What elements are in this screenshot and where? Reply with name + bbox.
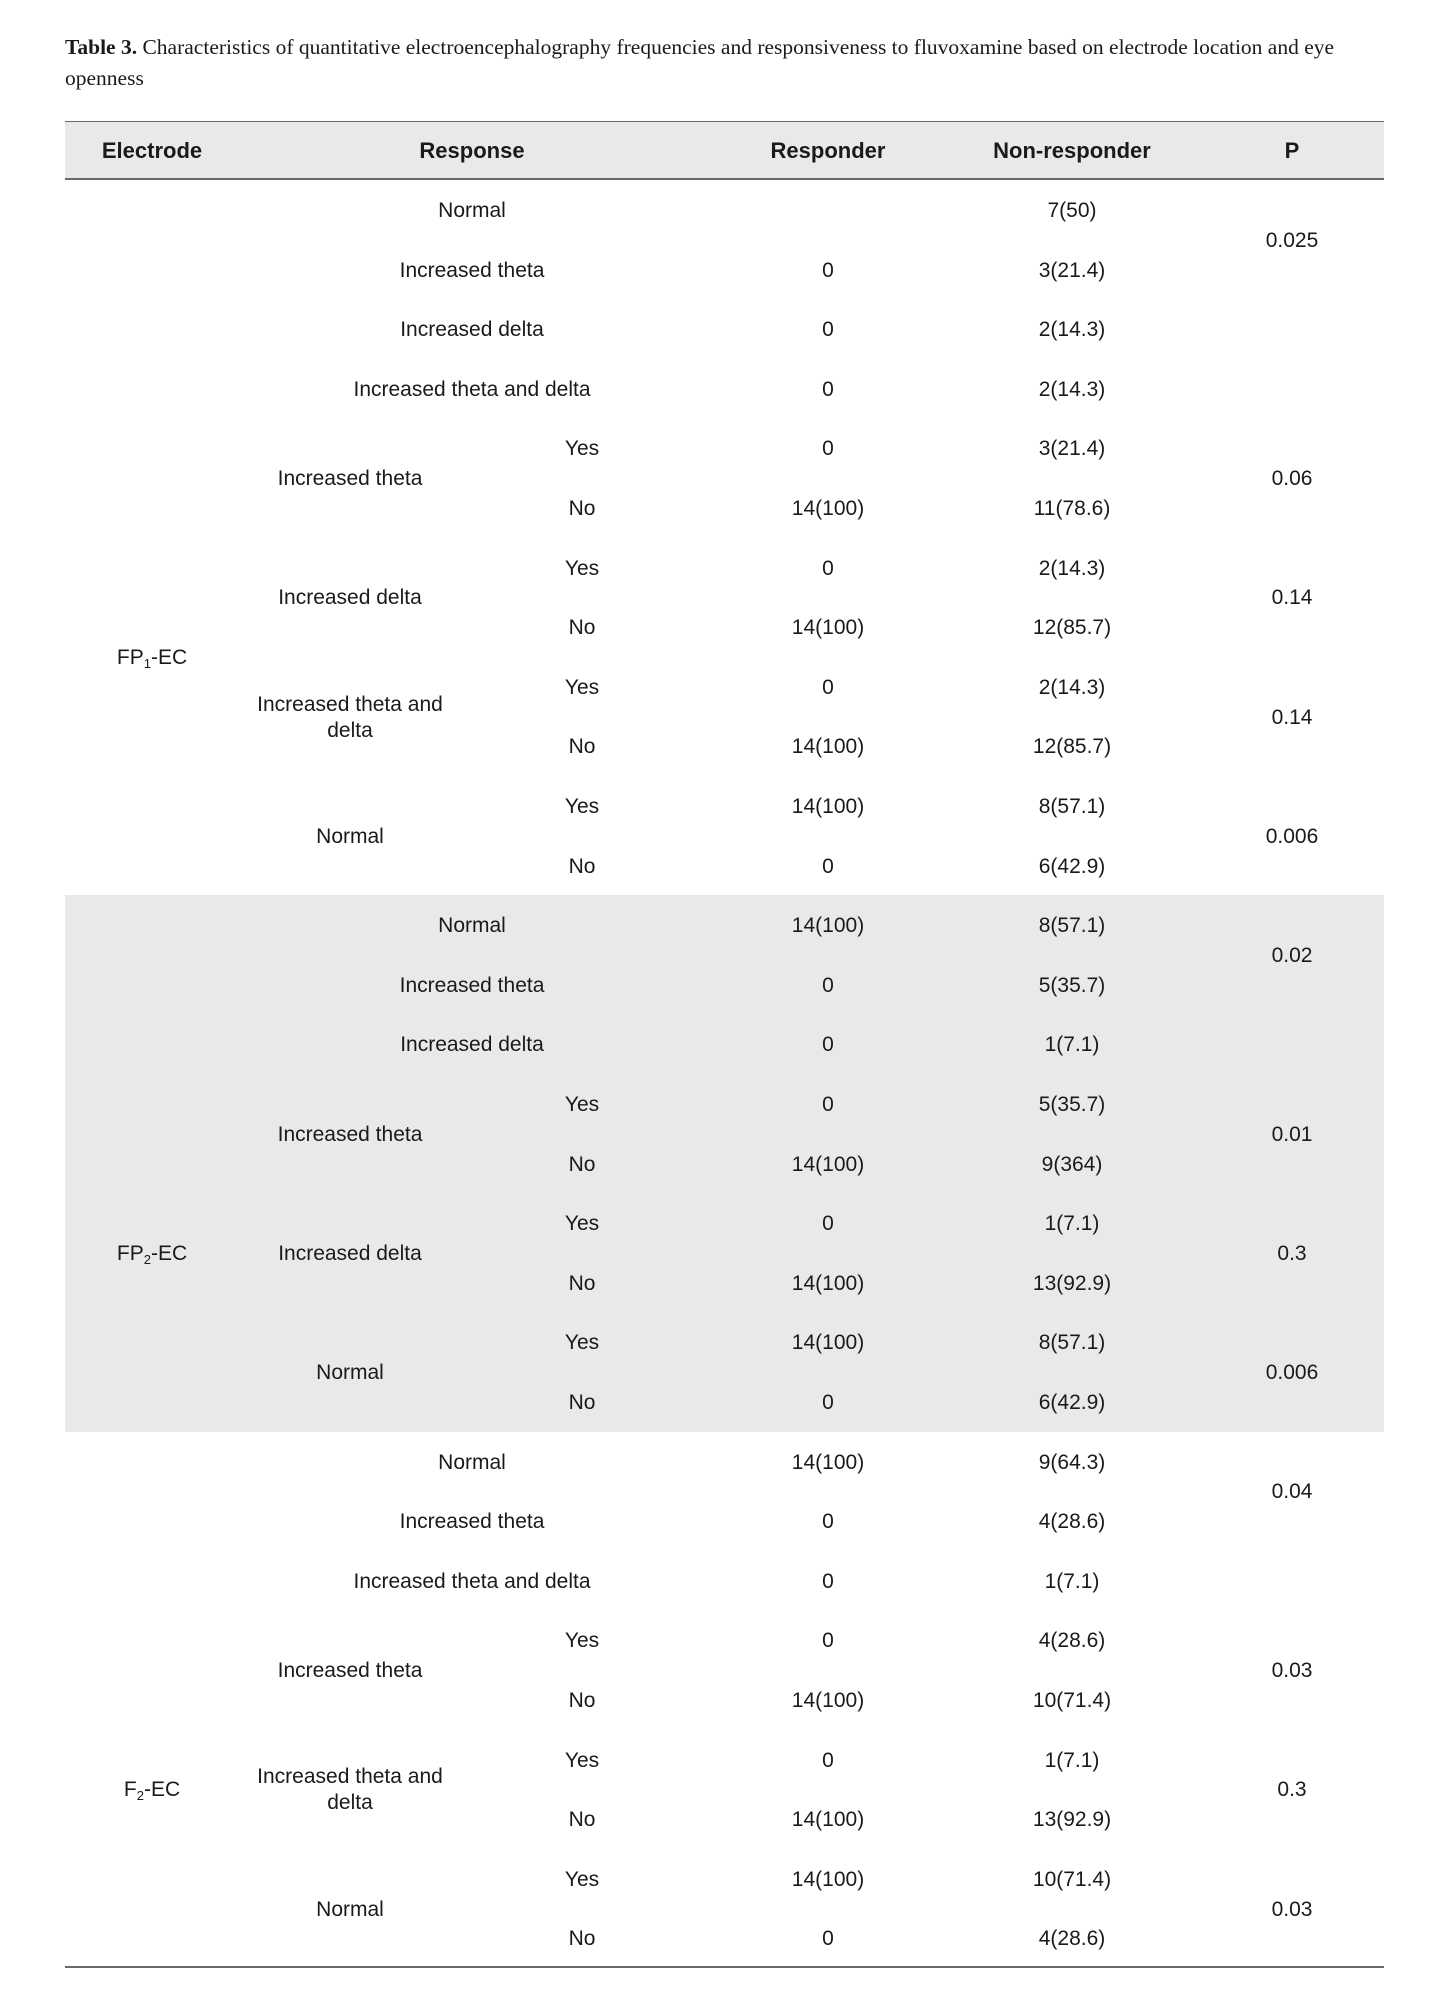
header-electrode: Electrode [101,138,203,163]
response-label: Normal [438,199,506,222]
nonresponder-value: 1(7.1) [1044,1212,1100,1236]
p-value: 0.03 [1271,1659,1313,1683]
nonresponder-value: 6(42.9) [1038,854,1106,878]
nonresponder-value: 7(50) [1047,199,1097,222]
nonresponder-value: 3(21.4) [1038,437,1106,461]
responder-value: 14(100) [791,795,865,818]
nonresponder-value: 11(78.6) [1033,497,1111,520]
response-label: Normal [438,1450,506,1474]
nonresponder-value: 9(64.3) [1038,1450,1106,1474]
responder-value: 0 [822,1629,834,1653]
responder-value: 14(100) [791,1867,865,1891]
nonresponder-value: 8(57.1) [1038,914,1106,938]
header-p: P [1284,138,1300,163]
caption-label: Table 3. [65,35,138,59]
electrode-label: $F_2-EC$ [123,1778,181,1804]
responder-value: 0 [822,318,834,342]
nonresponder-value: 5(35.7) [1038,1093,1106,1116]
answer-label: No [568,854,596,878]
responder-value: 14(100) [791,1331,865,1355]
p-value: 0.14 [1271,586,1313,610]
header-responder: Responder [770,138,886,163]
p-value: 0.14 [1271,705,1313,729]
p-value: 0.06 [1271,467,1313,491]
responder-value: 0 [822,1927,834,1951]
caption-text: Characteristics of quantitative electroencephalography frequencies and responsiveness to fluvoxamine based on electrode location and eye openness [65,35,1335,90]
response-label: Increased theta and delta [353,1569,591,1593]
responder-value: 0 [822,258,834,282]
bottom-rule [65,1966,1384,1968]
p-value: 0.006 [1265,824,1319,848]
nonresponder-value: 5(35.7) [1038,973,1106,997]
group-label: Increased theta [277,1122,423,1146]
responder-value: 0 [822,556,834,580]
nonresponder-value: 8(57.1) [1038,795,1106,818]
nonresponder-value: 10(71.4) [1032,1689,1112,1712]
answer-label: No [568,735,596,759]
nonresponder-value: 2(14.3) [1038,377,1106,401]
response-label: Normal [438,914,506,938]
answer-label: No [568,616,596,640]
responder-value: 14(100) [791,1689,865,1712]
nonresponder-value: 3(21.4) [1038,258,1106,282]
nonresponder-value: 2(14.3) [1038,556,1106,580]
response-label: Increased theta and delta [353,377,591,401]
responder-value: 14(100) [791,735,865,759]
group-label: Increased delta [278,586,422,610]
responder-value: 0 [822,437,834,461]
section-shading [65,895,1384,1431]
electrode-label: $FP_2-EC$ [116,1242,188,1267]
nonresponder-value: 9(364) [1041,1152,1103,1176]
responder-value: 14(100) [791,497,865,520]
responder-value: 0 [822,675,834,699]
p-value: 0.3 [1277,1242,1307,1265]
responder-value: 0 [822,1510,834,1534]
p-value: 0.006 [1265,1361,1319,1385]
table-caption [65,32,1385,94]
table-header [65,122,1384,179]
answer-label: No [568,1808,596,1832]
header-nonresponder: Non-responder [993,138,1151,163]
p-value: 0.03 [1271,1897,1313,1921]
responder-value: 0 [822,973,834,997]
responder-value: 0 [822,1212,834,1236]
p-value: 0.3 [1277,1778,1307,1802]
answer-label: Yes [564,1867,600,1891]
nonresponder-value: 1(7.1) [1044,1569,1100,1593]
p-value: 0.01 [1271,1122,1313,1146]
group-label: Increased theta and delta [257,692,443,742]
response-label: Increased theta [399,1510,545,1534]
nonresponder-value: 12(85.7) [1032,735,1112,759]
response-label: Increased theta [399,973,545,997]
nonresponder-value: 4(28.6) [1038,1510,1106,1534]
nonresponder-value: 2(14.3) [1038,318,1106,342]
answer-label: No [568,497,596,520]
p-value: 0.04 [1271,1480,1313,1504]
answer-label: Yes [564,795,600,818]
answer-label: Yes [564,437,600,461]
response-label: Increased delta [400,1033,544,1057]
responder-value: 14(100) [791,1808,865,1832]
group-label: Normal [316,824,384,848]
responder-value: 0 [822,1093,834,1116]
answer-label: Yes [564,556,600,580]
header-rule [65,178,1384,180]
responder-value: 0 [822,1391,834,1414]
nonresponder-value: 4(28.6) [1038,1629,1106,1653]
nonresponder-value: 8(57.1) [1038,1331,1106,1355]
group-label: Increased theta [277,1659,423,1683]
answer-label: Yes [564,1331,600,1355]
answer-label: No [568,1689,596,1712]
answer-label: Yes [564,675,600,699]
group-label: Normal [316,1361,384,1385]
responder-value: 0 [822,1569,834,1593]
answer-label: Yes [564,1748,600,1772]
responder-value: 14(100) [791,914,865,938]
nonresponder-value: 2(14.3) [1038,675,1106,699]
nonresponder-value: 12(85.7) [1032,616,1112,640]
p-value: 0.02 [1271,944,1313,967]
group-label: Increased theta and delta [257,1765,443,1815]
nonresponder-value: 10(71.4) [1032,1867,1112,1891]
nonresponder-value: 6(42.9) [1038,1391,1106,1414]
nonresponder-value: 4(28.6) [1038,1927,1106,1951]
responder-value: 14(100) [791,616,865,640]
responder-value: 0 [822,1748,834,1772]
answer-label: No [568,1271,596,1295]
answer-label: Yes [564,1629,600,1653]
nonresponder-value: 13(92.9) [1032,1271,1112,1295]
response-label: Increased theta [399,258,545,282]
answer-label: Yes [564,1093,600,1116]
answer-label: No [568,1152,596,1176]
electrode-label: $FP_1-EC$ [116,646,188,671]
responder-value: 0 [822,1033,834,1057]
responder-value: 14(100) [791,1271,865,1295]
group-label: Increased theta [277,467,423,491]
header-response: Response [419,138,525,163]
responder-value: 14(100) [791,1450,865,1474]
nonresponder-value: 1(7.1) [1044,1748,1100,1772]
response-label: Increased delta [400,318,544,342]
answer-label: No [568,1391,596,1414]
responder-value: 14(100) [791,1152,865,1176]
responder-value: 0 [822,854,834,878]
answer-label: No [568,1927,596,1951]
answer-label: Yes [564,1212,600,1236]
p-value: 0.025 [1265,228,1319,252]
nonresponder-value: 1(7.1) [1044,1033,1100,1057]
group-label: Normal [316,1897,384,1921]
group-label: Increased delta [278,1242,422,1265]
responder-value: 0 [822,377,834,401]
nonresponder-value: 13(92.9) [1032,1808,1112,1832]
